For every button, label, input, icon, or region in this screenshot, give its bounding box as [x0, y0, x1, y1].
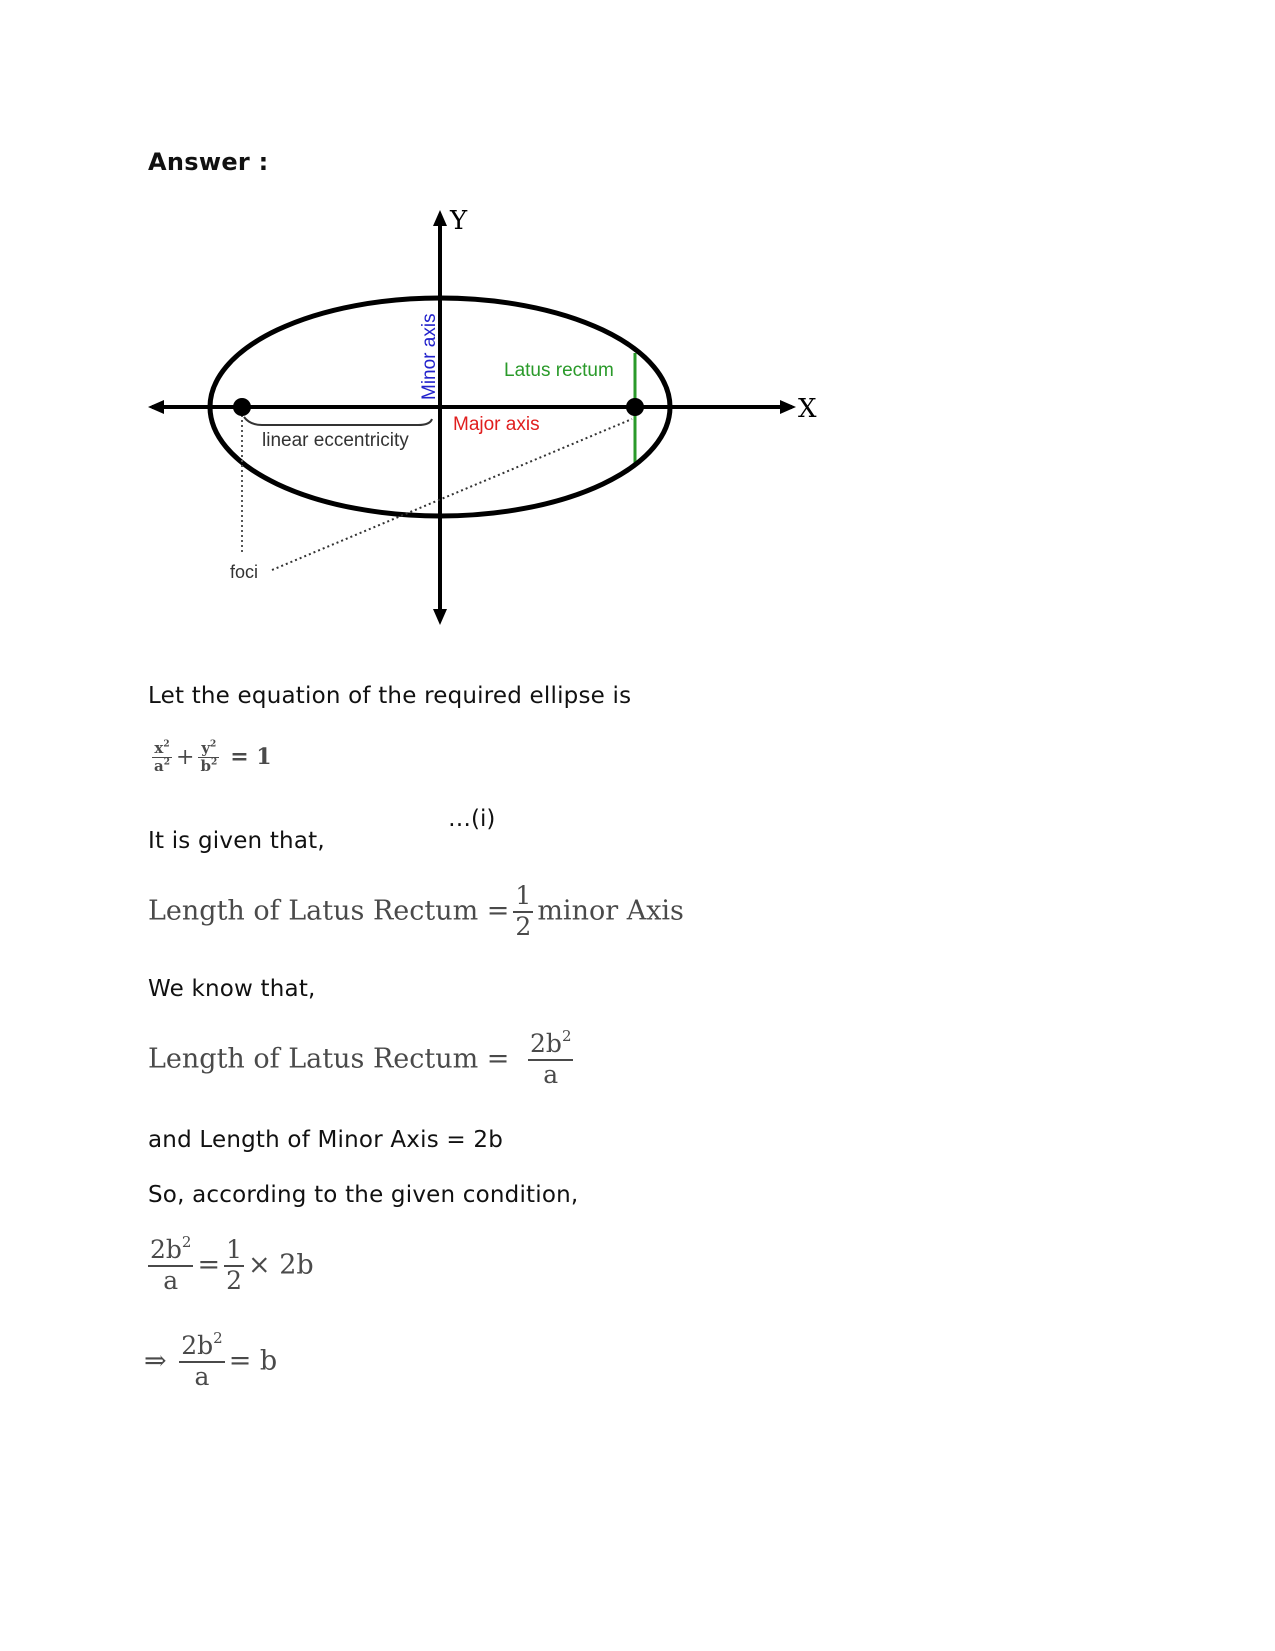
equation-tag: …(i) — [448, 806, 496, 832]
half-fraction: $\frac{1}{2}$ — [515, 881, 532, 941]
eq2-rhs: minor Axis — [537, 895, 684, 927]
minor-axis-label: Minor axis — [419, 313, 440, 400]
ellipse-equation — [148, 740, 272, 776]
ellipse-diagram — [140, 205, 880, 665]
given-text: It is given that, — [148, 828, 325, 854]
eq5-fraction: $\frac{2b^2}{a}$ — [181, 1328, 223, 1391]
eq3-lhs: Length of Latus Rectum = — [148, 1043, 510, 1075]
y-over-b-fraction: $\frac{y^2}{b^2}$ — [200, 739, 218, 776]
eq4-half-fraction: $\frac{1}{2}$ — [226, 1235, 242, 1295]
x-axis-arrow-right — [780, 400, 796, 414]
x-over-a-fraction: $\frac{x^2}{a^2}$ — [154, 739, 170, 776]
two-b-squared-over-a: $\frac{2b^2}{a}$ — [530, 1026, 572, 1089]
linear-eccentricity-label: linear eccentricity — [262, 430, 409, 451]
eq4-equals: = — [197, 1249, 221, 1281]
implied-equation — [144, 1328, 278, 1392]
right-focus-point — [626, 398, 644, 416]
foci-label: foci — [230, 562, 259, 582]
according-text: So, according to the given condition, — [148, 1182, 579, 1208]
eq2-lhs: Length of Latus Rectum = — [148, 895, 510, 927]
y-axis-arrow-up — [433, 210, 447, 226]
answer-heading: Answer : — [148, 148, 269, 176]
intro-text: Let the equation of the required ellipse is — [148, 683, 632, 709]
latus-rectum-label: Latus rectum — [504, 360, 614, 381]
left-focus-point — [233, 398, 251, 416]
eq4-rhs: × 2b — [248, 1249, 314, 1281]
equals-one: = 1 — [230, 743, 272, 770]
latus-rectum-formula — [148, 1026, 577, 1090]
implies-symbol: ⇒ — [144, 1345, 167, 1377]
plus-sign: + — [176, 744, 195, 770]
know-text: We know that, — [148, 976, 316, 1002]
eq4-left-fraction: $\frac{2b^2}{a}$ — [150, 1232, 192, 1295]
y-axis-arrow-down — [433, 609, 447, 625]
condition-equation — [144, 1232, 314, 1296]
major-axis-label: Major axis — [453, 414, 540, 435]
linear-eccentricity-brace — [244, 417, 432, 425]
eq5-rhs: = b — [228, 1345, 278, 1377]
x-axis-arrow-left — [148, 400, 164, 414]
y-axis-label: Y — [450, 206, 468, 236]
minor-axis-length-text: and Length of Minor Axis = 2b — [148, 1127, 504, 1153]
x-axis-label: X — [798, 394, 817, 424]
latus-rectum-condition — [148, 882, 684, 942]
